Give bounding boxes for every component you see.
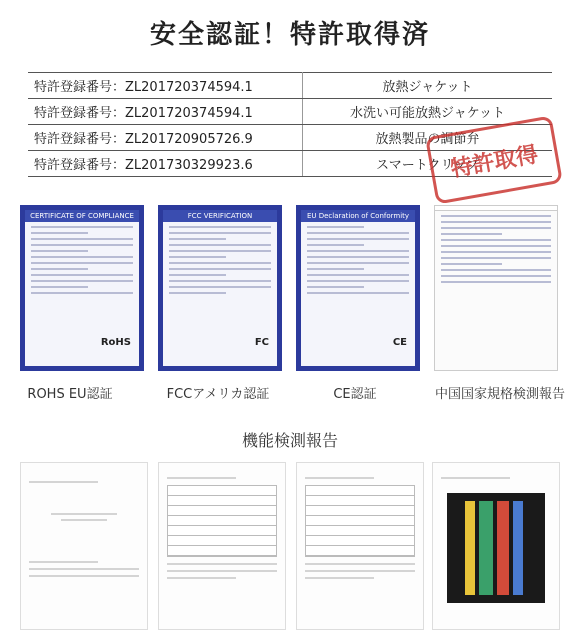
thermal-report-image <box>432 462 560 630</box>
rohs-logo: RoHS <box>100 337 131 348</box>
patent-number: 特許登録番号：ZL201720374594.1 <box>28 99 303 125</box>
patent-number: 特許登録番号：ZL201720905726.9 <box>28 125 303 151</box>
rohs-certificate-image <box>20 205 144 371</box>
certificate-heading: CERTIFICATE OF COMPLIANCE <box>25 210 139 222</box>
certificate-label: CE認証 <box>333 387 377 402</box>
certificate-gallery <box>20 205 560 373</box>
report-page-image <box>158 462 286 630</box>
report-gallery <box>20 462 560 632</box>
table-row <box>28 73 552 99</box>
fcc-logo: FC <box>254 337 269 348</box>
china-standard-report-image <box>434 205 558 371</box>
table-row <box>28 99 552 125</box>
ce-logo: CE <box>392 337 407 348</box>
fcc-certificate-image <box>158 205 282 371</box>
section-title: 機能検測報告 <box>241 431 338 450</box>
certificate-label: 中国国家規格検測報告 <box>434 387 565 402</box>
ce-certificate-image <box>296 205 420 371</box>
certificate-label: FCCアメリカ認証 <box>166 387 270 402</box>
patent-number: 特許登録番号：ZL201720374594.1 <box>28 73 303 99</box>
patent-stamp: 特許取得 <box>425 115 563 204</box>
report-cover-image <box>20 462 148 630</box>
thermal-image <box>447 493 545 603</box>
report-page-image <box>296 462 424 630</box>
patent-name: 放熱製品の調節弁 <box>303 125 553 151</box>
certificate-heading: EU Declaration of Conformity <box>301 210 415 222</box>
certificate-label: ROHS EU認証 <box>27 387 113 402</box>
certificate-heading: FCC VERIFICATION <box>163 210 277 222</box>
certificate-heading <box>435 206 557 211</box>
page-title: 安全認証！特許取得済 <box>149 20 430 50</box>
patent-name: 放熱ジャケット <box>303 73 553 99</box>
patent-name: 水洗い可能放熱ジャケット <box>303 99 553 125</box>
patent-name: スマートクリップ <box>303 151 553 177</box>
patent-number: 特許登録番号：ZL201730329923.6 <box>28 151 303 177</box>
